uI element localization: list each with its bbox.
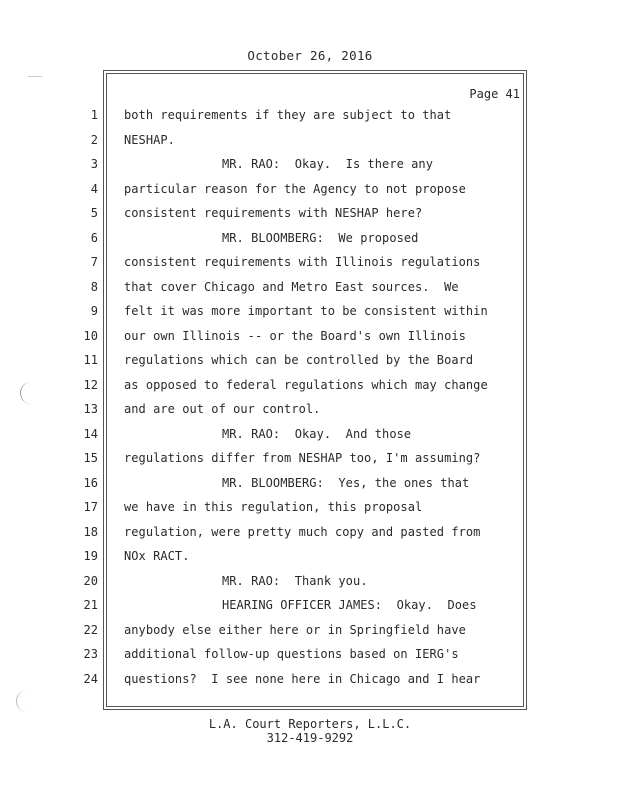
transcript-line (0, 424, 620, 448)
scan-artifact-mark (28, 76, 42, 79)
line-number: 20 (83, 573, 98, 588)
transcript-line (0, 473, 620, 497)
line-text: consistent requirements with NESHAP here? (124, 206, 423, 220)
transcript-line (0, 448, 620, 472)
line-number: 8 (90, 279, 98, 294)
transcript-line (0, 375, 620, 399)
line-number: 24 (83, 671, 98, 686)
line-text: felt it was more important to be consistent within (124, 304, 488, 318)
line-number: 14 (83, 426, 98, 441)
line-number: 18 (83, 524, 98, 539)
line-number: 4 (90, 181, 98, 196)
line-text: anybody else either here or in Springfield have (124, 622, 466, 637)
transcript-line (0, 130, 620, 154)
reporter-phone: 312-419-9292 (266, 731, 354, 745)
line-number: 21 (83, 598, 98, 612)
transcript-line (0, 350, 620, 374)
line-text: that cover Chicago and Metro East sources. We (124, 279, 459, 294)
line-text: regulations differ from NESHAP too, I'm assuming? (124, 451, 481, 465)
transcript-line (0, 522, 620, 546)
footer (0, 717, 620, 745)
line-text: MR. RAO: Okay. Is there any (222, 157, 433, 171)
transcript-line (0, 399, 620, 423)
line-number: 10 (83, 328, 98, 343)
transcript-line (0, 669, 620, 693)
transcript-line (0, 105, 620, 129)
transcript-line (0, 179, 620, 203)
line-number: 1 (90, 108, 98, 122)
transcript-line (0, 154, 620, 178)
line-number: 16 (83, 475, 98, 490)
line-text: as opposed to federal regulations which may change (124, 377, 488, 392)
line-number: 7 (90, 255, 98, 269)
transcript-line (0, 228, 620, 252)
line-text: additional follow-up questions based on IERG's (124, 647, 459, 661)
transcript-line (0, 326, 620, 350)
line-text: MR. BLOOMBERG: We proposed (222, 230, 419, 245)
line-text: questions? I see none here in Chicago and I hear (124, 671, 481, 686)
line-text: MR. RAO: Okay. And those (222, 426, 412, 441)
line-number: 22 (83, 622, 98, 637)
line-number: 12 (83, 377, 98, 392)
line-text: NOx RACT. (124, 549, 190, 563)
line-number: 2 (90, 132, 98, 147)
line-text: our own Illinois -- or the Board's own Illinois (124, 328, 466, 343)
line-text: MR. RAO: Thank you. (222, 573, 368, 588)
transcript-line (0, 644, 620, 668)
transcript-date: October 26, 2016 (247, 48, 373, 63)
line-text: and are out of our control. (124, 402, 321, 416)
transcript-line (0, 595, 620, 619)
line-text: both requirements if they are subject to that (124, 108, 452, 122)
line-number: 5 (90, 206, 98, 220)
line-number: 15 (83, 451, 98, 465)
scan-artifact-mark (16, 690, 31, 712)
reporter-company: L.A. Court Reporters, L.L.C. (208, 717, 412, 731)
line-text: MR. BLOOMBERG: Yes, the ones that (222, 475, 470, 490)
line-number: 3 (90, 157, 98, 171)
transcript-line (0, 203, 620, 227)
line-number: 23 (83, 647, 98, 661)
transcript-line (0, 252, 620, 276)
transcript-line (0, 546, 620, 570)
line-text: HEARING OFFICER JAMES: Okay. Does (222, 598, 477, 612)
line-text: particular reason for the Agency to not propose (124, 181, 466, 196)
line-number: 6 (90, 230, 98, 245)
line-text: consistent requirements with Illinois regulations (124, 255, 481, 269)
line-number: 17 (83, 500, 98, 514)
page-number: Page 41 (469, 87, 520, 101)
transcript-line (0, 620, 620, 644)
line-number: 19 (83, 549, 98, 563)
line-number: 13 (83, 402, 98, 416)
transcript-line (0, 277, 620, 301)
line-text: regulation, were pretty much copy and pasted from (124, 524, 481, 539)
transcript-line (0, 301, 620, 325)
line-number: 11 (83, 353, 98, 367)
transcript-line (0, 497, 620, 521)
line-number: 9 (90, 304, 98, 318)
line-text: NESHAP. (124, 132, 175, 147)
line-text: we have in this regulation, this proposal (124, 500, 423, 514)
transcript-line (0, 571, 620, 595)
line-text: regulations which can be controlled by the Board (124, 353, 474, 367)
